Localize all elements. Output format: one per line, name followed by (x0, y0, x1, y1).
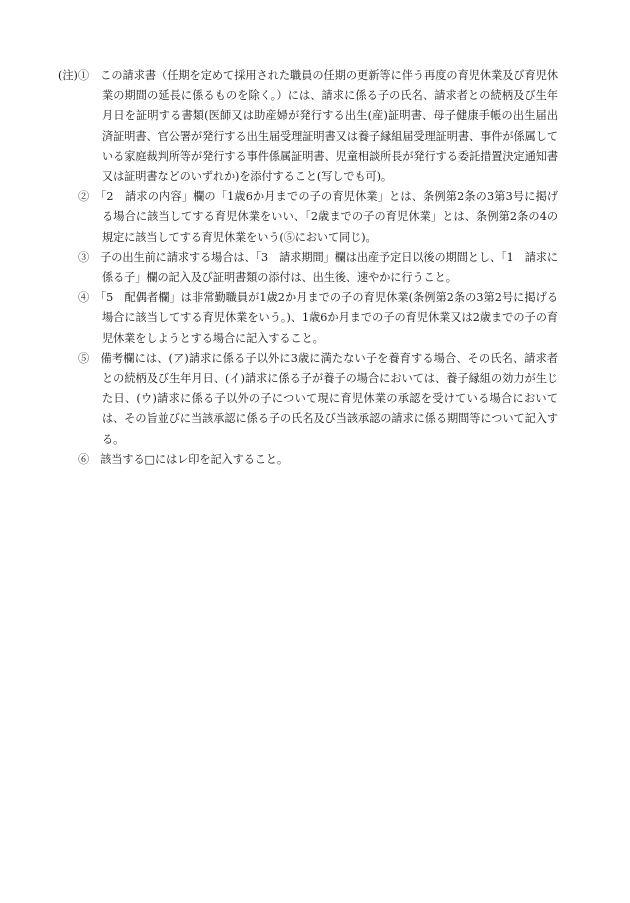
note-2 (58, 187, 558, 248)
note-1-text: この請求書（任期を定めて採用された職員の任期の更新等に伴う再度の育児休業及び育児休業の期間の延長に係るものを除く。）には、請求に係る子の氏名、請求者との続柄及び生年月日を証明する書類(医師又は助産婦が発行する出生(産)証明書、母子健康手帳の出生届出済証明書、官公署が発行する出生届受理証明書又は養子縁組届受理証明書、事件が係属している家庭裁判所等が発行する事件係属証明書、児童相談所長が発行する委託措置決定通知書又は証明書などのいずれか)を添付すること(写しでも可)。 (100, 69, 559, 184)
note-6 (58, 450, 558, 470)
note-3-marker: ③ (78, 250, 101, 264)
note-5 (58, 349, 558, 450)
note-2-marker: ② (78, 190, 101, 204)
notes-section (58, 66, 558, 470)
note-6-text: 該当する□にはレ印を記入すること。 (100, 452, 289, 466)
note-3-text: 子の出生前に請求する場合は、「3 請求期間」欄は出産予定日以後の期間とし、「1 請求に係る子」欄の記入及び証明書類の添付は、出生後、速やかに行うこと。 (100, 250, 558, 285)
note-2-text: 「2 請求の内容」欄の「1歳6か月までの子の育児休業」とは、条例第2条の3第3号に掲げる場合に該当してする育児休業をいい、「2歳までの子の育児休業」とは、条例第2条の4の規定に該当してする育児休業をいう(⑤において同じ)。 (100, 190, 558, 244)
note-3 (58, 248, 558, 288)
note-1 (58, 66, 558, 187)
note-6-marker: ⑥ (78, 452, 101, 466)
note-5-text: 備考欄には、(ア)請求に係る子以外に3歳に満たない子を養育する場合、その氏名、請求者との続柄及び生年月日、(イ)請求に係る子が養子の場合においては、養子縁組の効力が生じた日、(ウ)請求に係る子以外の子について現に育児休業の承認を受けている場合においては、その旨並びに当該承認に係る子の氏名及び当該承認の請求に係る期間等について記入する。 (100, 351, 558, 446)
note-1-marker: (注)① (58, 69, 101, 82)
note-5-marker: ⑤ (78, 351, 101, 365)
note-4-marker: ④ (78, 291, 101, 305)
note-4-text: 「5 配偶者欄」は非常勤職員が1歳2か月までの子の育児休業(条例第2条の3第2号に掲げる場合に該当してする育児休業をいう。)、1歳6か月までの子の育児休業又は2歳までの子の育児休業をしようとする場合に記入すること。 (100, 291, 558, 345)
note-4 (58, 288, 558, 349)
